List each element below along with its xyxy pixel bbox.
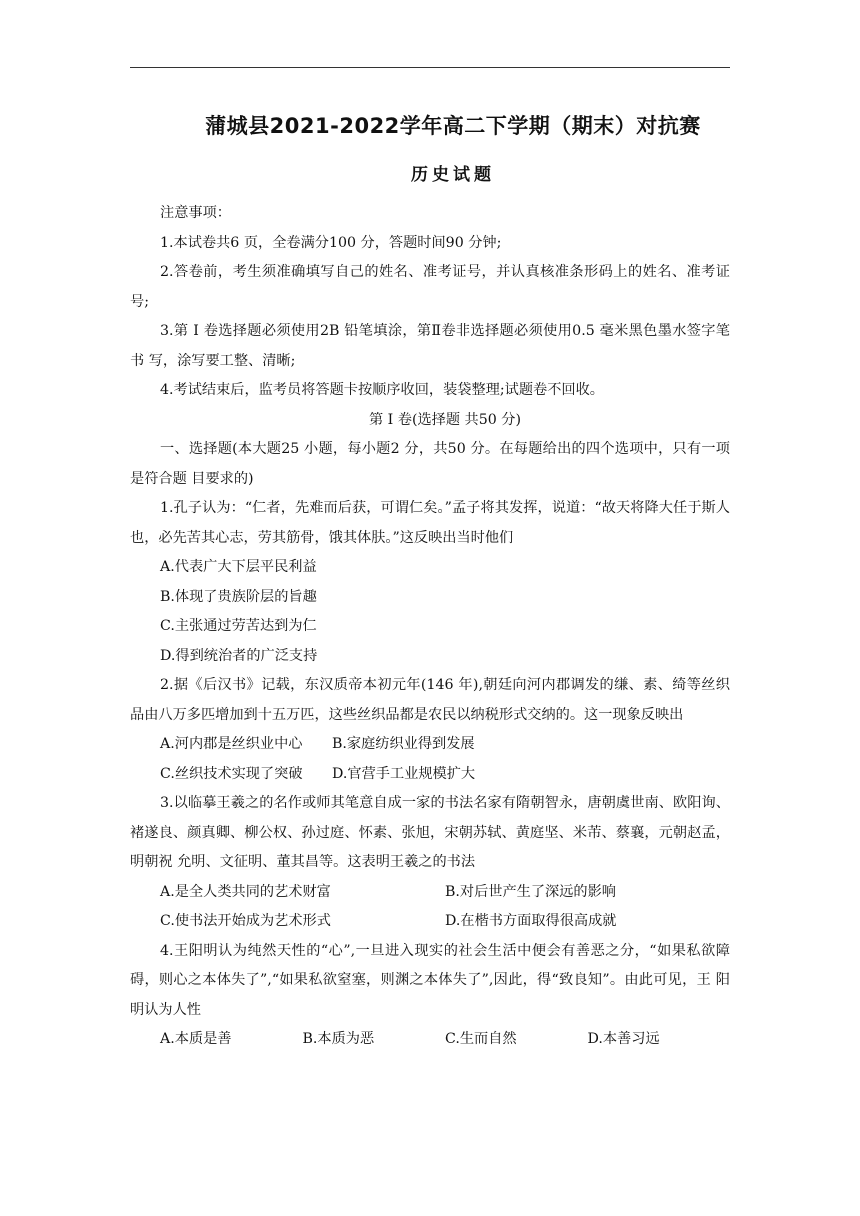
- notice-heading: 注意事项：: [160, 205, 231, 221]
- option-4b: B.本质为恶: [302, 1031, 375, 1047]
- options-row: [130, 760, 730, 790]
- option-2c: C.丝织技术实现了突破: [160, 765, 303, 782]
- option-1b: B.体现了贵族阶层的旨趣: [160, 588, 317, 605]
- option-1a: A.代表广大下层平民利益: [160, 559, 317, 575]
- notice-item: 1.本试卷共6 页，全卷满分100 分，答题时间90 分钟;: [160, 234, 502, 251]
- notice-item: 2.答卷前，考生须准确填写自己的姓名、准考证号，并认真核准条形码上的姓名、准考证号;: [130, 264, 730, 310]
- exam-body: [130, 199, 730, 1055]
- option-2b: B.家庭纺织业得到发展: [332, 736, 475, 752]
- question-stem-2: 2.据《后汉书》记载，东汉质帝本初元年(146 年),朝廷向河内郡调发的缣、素、绮等丝织品由八万多匹增加到十五万匹，这些丝织品都是农民以纳税形式交纳的。这一现象反映出: [130, 677, 730, 723]
- option-2a: A.河内郡是丝织业中心: [160, 736, 303, 752]
- notice-item: 4.考试结束后，监考员将答题卡按顺序收回，装袋整理;试题卷不回收。: [160, 382, 604, 398]
- options-row: [130, 907, 730, 937]
- notice-item: 3.第 I 卷选择题必须使用2B 铅笔填涂，第Ⅱ卷非选择题必须使用0.5 毫米黑色墨水签字笔书 写，涂写要工整、清晰;: [130, 323, 730, 369]
- option-3c: C.使书法开始成为艺术形式: [160, 913, 331, 929]
- question-stem-1: 1.孔子认为：“仁者，先难而后获，可谓仁矣。”孟子将其发挥，说道：“故天将降大任于斯人也，必先苦其心志，劳其筋骨，饿其体肤。”这反映出当时他们: [130, 500, 730, 546]
- question-stem-3: 3.以临摹王羲之的名作或师其笔意自成一家的书法名家有隋朝智永，唐朝虞世南、欧阳询、褚遂良、颜真卿、柳公权、孙过庭、怀素、张旭，宋朝苏轼、黄庭坚、米芾、蔡襄，元朝赵孟，明朝祝 允明、文征明、董其昌等。这表明王羲之的书法: [130, 795, 730, 870]
- options-row: [130, 878, 730, 908]
- option-3b: B.对后世产生了深远的影响: [445, 883, 616, 900]
- exam-title: 蒲城县2021-2022学年高二下学期（期末）对抗赛: [205, 114, 701, 138]
- options-row: [130, 1025, 730, 1055]
- option-2d: D.官营手工业规模扩大: [332, 765, 476, 782]
- exam-subtitle: 历史试题: [411, 165, 495, 185]
- section-instruction: 一、选择题(本大题25 小题，每小题2 分，共50 分。在每题给出的四个选项中，只有一项是符合题 目要求的): [130, 441, 730, 487]
- option-3d: D.在楷书方面取得很高成就: [445, 913, 617, 929]
- question-stem-4: 4.王阳明认为纯然天性的“心”,一旦进入现实的社会生活中便会有善恶之分，“如果私欲障碍，则心之本体失了”,“如果私欲窒塞，则渊之本体失了”,因此，得“致良知”。由此可见，王 阳明认为人性: [130, 942, 730, 1018]
- options-row: [130, 730, 730, 760]
- option-4a: A.本质是善: [160, 1031, 232, 1047]
- option-4d: D.本善习远: [587, 1031, 660, 1047]
- section-title: 第 I 卷(选择题 共50 分): [368, 411, 522, 428]
- option-4c: C.生而自然: [445, 1031, 517, 1047]
- header-rule: [130, 67, 730, 68]
- option-1c: C.主张通过劳苦达到为仁: [160, 618, 317, 634]
- option-3a: A.是全人类共同的艺术财富: [160, 883, 331, 900]
- option-1d: D.得到统治者的广泛支持: [160, 647, 318, 664]
